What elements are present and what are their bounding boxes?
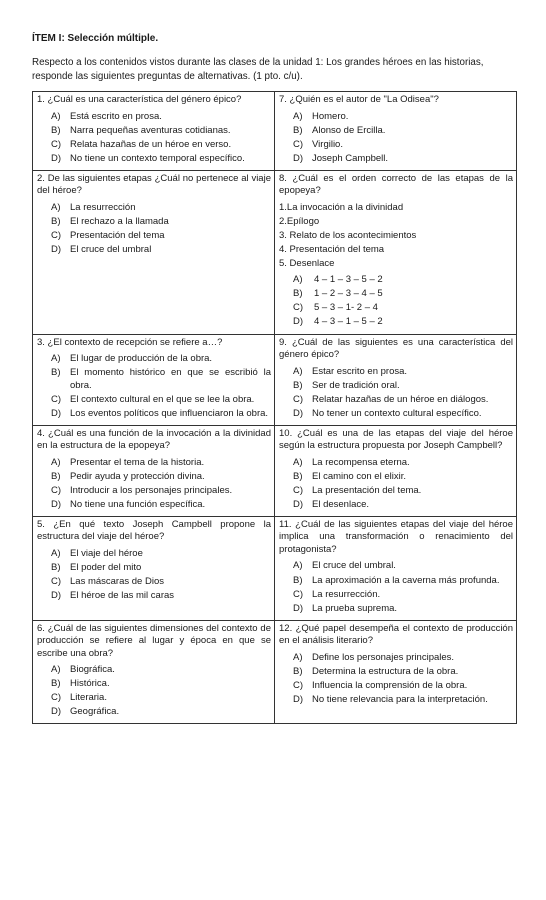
sequence-item: 5. Desenlace: [279, 257, 335, 269]
option-text: Presentación del tema: [70, 229, 165, 241]
answer-option[interactable]: [37, 394, 271, 407]
option-text: Joseph Campbell.: [312, 152, 389, 164]
answer-option[interactable]: [37, 353, 271, 366]
options-list: [279, 111, 513, 166]
option-text: Pedir ayuda y protección divina.: [70, 470, 205, 482]
option-letter: D): [293, 498, 304, 510]
question-text: 6. ¿Cuál de las siguientes dimensiones del contexto de producción se refiere al lugar y época en que se escribe una obra?: [37, 622, 271, 659]
option-text: 4 – 1 – 3 – 5 – 2: [314, 274, 383, 286]
answer-option[interactable]: [279, 652, 513, 665]
option-text: Está escrito en prosa.: [70, 110, 162, 122]
option-text: Introducir a los personajes principales.: [70, 484, 233, 496]
option-text: Narra pequeñas aventuras cotidianas.: [70, 124, 231, 136]
question-cell: [275, 620, 517, 724]
question-cell: [33, 620, 275, 724]
option-text: El rechazo a la llamada: [70, 215, 169, 227]
answer-option[interactable]: [37, 457, 271, 470]
question-text: 9. ¿Cuál de las siguientes es una característica del género épico?: [279, 336, 513, 361]
option-text: 4 – 3 – 1 – 5 – 2: [314, 316, 383, 328]
answer-option[interactable]: [37, 664, 271, 677]
option-letter: C): [51, 484, 62, 496]
option-letter: D): [293, 407, 304, 419]
question-row: [33, 334, 517, 425]
option-text: Determina la estructura de la obra.: [312, 665, 459, 677]
question-cell: [275, 334, 517, 425]
option-text: Estar escrito en prosa.: [312, 365, 408, 377]
option-text: Las máscaras de Dios: [70, 576, 164, 587]
option-letter: C): [51, 692, 62, 704]
option-letter: C): [293, 679, 304, 691]
option-letter: A): [293, 110, 303, 122]
answer-option[interactable]: [37, 590, 271, 603]
option-text: El poder del mito: [70, 561, 142, 573]
option-text: Relatar hazañas de un héroe en diálogos.: [312, 393, 489, 405]
answer-option[interactable]: [37, 485, 271, 498]
option-letter: B): [293, 379, 303, 391]
option-text: Geográfica.: [70, 706, 120, 718]
options-list: [279, 457, 513, 512]
question-text: 7. ¿Quién es el autor de "La Odisea"?: [279, 94, 439, 105]
option-letter: B): [293, 665, 303, 677]
options-list: [279, 274, 513, 329]
question-row: [33, 170, 517, 334]
answer-option[interactable]: [37, 202, 271, 215]
option-letter: D): [293, 602, 304, 614]
option-text: Homero.: [312, 110, 349, 122]
option-letter: A): [51, 110, 61, 122]
option-letter: D): [293, 152, 304, 164]
question-text: 8. ¿Cuál es el orden correcto de las etapas de la epopeya?: [279, 172, 513, 197]
question-text: 4. ¿Cuál es una función de la invocación a la divinidad en la estructura de la epopeya?: [37, 427, 271, 452]
answer-option[interactable]: [293, 316, 513, 329]
option-text: El cruce del umbral: [70, 243, 152, 255]
option-letter: B): [51, 215, 61, 227]
option-text: El héroe de las mil caras: [70, 590, 175, 602]
option-text: El contexto cultural en el que se lee la obra.: [70, 393, 255, 405]
option-letter: D): [51, 498, 62, 510]
option-letter: C): [51, 138, 62, 150]
option-text: Relata hazañas de un héroe en verso.: [70, 138, 232, 150]
options-list: [279, 366, 513, 421]
answer-option[interactable]: [37, 692, 271, 705]
option-letter: D): [51, 243, 62, 255]
answer-option[interactable]: [279, 499, 513, 512]
answer-option[interactable]: [279, 560, 513, 573]
question-text: 12. ¿Qué papel desempeña el contexto de producción en el análisis literario?: [279, 622, 513, 647]
option-text: La prueba suprema.: [312, 602, 398, 614]
option-letter: A): [51, 664, 61, 676]
answer-option[interactable]: [37, 216, 271, 229]
options-list: [37, 111, 271, 166]
option-letter: B): [293, 574, 303, 586]
options-list: [37, 353, 271, 420]
answer-option[interactable]: [37, 471, 271, 484]
question-text: 11. ¿Cuál de las siguientes etapas del viaje del héroe implica una transformación o renacimiento del protagonista?: [279, 518, 513, 555]
sequence-item: 2.Epílogo: [279, 215, 320, 227]
options-list: [37, 548, 271, 603]
option-letter: D): [293, 316, 304, 328]
option-letter: A): [293, 560, 303, 572]
answer-option[interactable]: [293, 302, 513, 315]
question-cell: [275, 516, 517, 620]
option-text: La aproximación a la caverna más profunda.: [312, 574, 500, 586]
answer-option[interactable]: [293, 274, 513, 287]
option-letter: C): [51, 229, 62, 241]
option-text: No tener un contexto cultural específico.: [312, 407, 482, 419]
answer-option[interactable]: [293, 288, 513, 301]
option-text: Literaria.: [70, 692, 107, 704]
option-letter: A): [51, 456, 61, 468]
instructions-paragraph: Respecto a los contenidos vistos durante las clases de la unidad 1: Los grandes héroes en las historias, responde las siguientes preguntas de alternativas. (1 pto. c/u).: [32, 57, 484, 83]
option-letter: B): [51, 367, 61, 379]
option-letter: C): [293, 393, 304, 405]
options-list: [279, 560, 513, 615]
options-list: [279, 652, 513, 707]
sequence-item: 1.La invocación a la divinidad: [279, 201, 404, 213]
sequence-item: 3. Relato de los acontecimientos: [279, 229, 417, 241]
question-cell: [33, 92, 275, 171]
option-letter: C): [51, 576, 62, 587]
option-text: Define los personajes principales.: [312, 651, 455, 663]
answer-option[interactable]: [37, 139, 271, 152]
option-text: El viaje del héroe: [70, 547, 143, 559]
question-row: [33, 516, 517, 620]
answer-option[interactable]: [279, 139, 513, 152]
option-text: 5 – 3 – 1- 2 – 4: [314, 302, 378, 314]
answer-option[interactable]: [37, 111, 271, 124]
option-letter: A): [293, 365, 303, 377]
answer-option[interactable]: [279, 666, 513, 679]
option-letter: B): [293, 288, 303, 300]
option-text: Los eventos políticos que influenciaron la obra.: [70, 407, 269, 419]
option-text: No tiene una función específica.: [70, 498, 206, 510]
question-cell: [33, 170, 275, 334]
answer-option[interactable]: [279, 457, 513, 470]
option-text: No tiene relevancia para la interpretación.: [312, 693, 488, 705]
answer-option[interactable]: [37, 125, 271, 138]
option-text: El desenlace.: [312, 498, 370, 510]
option-letter: A): [293, 456, 303, 468]
answer-option[interactable]: [279, 680, 513, 693]
question-row: [33, 92, 517, 171]
option-letter: C): [293, 302, 304, 314]
answer-option[interactable]: [279, 153, 513, 166]
answer-option[interactable]: [279, 575, 513, 588]
answer-option[interactable]: [279, 694, 513, 707]
option-text: El camino con el elixir.: [312, 470, 406, 482]
question-text: 1. ¿Cuál es una característica del género épico?: [37, 94, 242, 105]
options-list: [37, 457, 271, 512]
question-cell: [275, 425, 517, 516]
question-row: [33, 425, 517, 516]
question-cell: [33, 425, 275, 516]
answer-option[interactable]: [37, 706, 271, 719]
question-text: 3. ¿El contexto de recepción se refiere a…?: [37, 336, 223, 348]
option-text: Alonso de Ercilla.: [312, 124, 386, 136]
answer-option[interactable]: [279, 380, 513, 393]
options-list: [37, 664, 271, 719]
option-text: 1 – 2 – 3 – 4 – 5: [314, 288, 383, 300]
option-text: La resurrección: [70, 201, 136, 213]
answer-option[interactable]: [279, 485, 513, 498]
question-text: 2. De las siguientes etapas ¿Cuál no pertenece al viaje del héroe?: [37, 172, 271, 197]
option-letter: B): [51, 124, 61, 136]
option-text: El cruce del umbral.: [312, 560, 396, 572]
option-text: La recompensa eterna.: [312, 456, 410, 468]
option-text: Histórica.: [70, 678, 110, 690]
answer-option[interactable]: [279, 111, 513, 124]
question-text: 5. ¿En qué texto Joseph Campbell propone la estructura del viaje del héroe?: [37, 518, 271, 543]
answer-option[interactable]: [279, 408, 513, 421]
option-text: No tiene un contexto temporal específico.: [70, 152, 245, 164]
question-row: [33, 620, 517, 724]
option-text: La resurrección.: [312, 588, 381, 600]
answer-option[interactable]: [37, 230, 271, 243]
answer-option[interactable]: [279, 366, 513, 379]
option-letter: D): [51, 706, 62, 718]
question-cell: [275, 92, 517, 171]
answer-option[interactable]: [37, 576, 271, 589]
option-letter: A): [293, 651, 303, 663]
option-text: Influencia la comprensión de la obra.: [312, 679, 468, 691]
answer-option[interactable]: [37, 548, 271, 561]
option-letter: B): [293, 124, 303, 136]
option-text: Ser de tradición oral.: [312, 379, 400, 391]
answer-option[interactable]: [37, 367, 271, 392]
options-list: [37, 202, 271, 257]
question-text: 10. ¿Cuál es una de las etapas del viaje del héroe según la estructura propuesta por Joseph Campbell?: [279, 427, 513, 452]
answer-option[interactable]: [37, 678, 271, 691]
option-letter: C): [293, 484, 304, 496]
answer-option[interactable]: [37, 562, 271, 575]
option-letter: A): [51, 201, 61, 213]
question-cell: [33, 334, 275, 425]
option-letter: D): [51, 407, 62, 419]
option-letter: B): [51, 470, 61, 482]
option-text: Virgilio.: [312, 138, 343, 150]
option-letter: C): [293, 588, 304, 600]
answer-option[interactable]: [279, 589, 513, 602]
option-letter: D): [51, 152, 62, 164]
section-heading: ÍTEM I: Selección múltiple.: [32, 33, 159, 44]
sequence-item: 4. Presentación del tema: [279, 243, 385, 255]
answer-option[interactable]: [37, 244, 271, 257]
questions-table: [32, 91, 517, 724]
option-letter: D): [51, 590, 62, 602]
option-letter: C): [293, 138, 304, 150]
option-letter: A): [51, 547, 61, 559]
option-text: Presentar el tema de la historia.: [70, 456, 205, 468]
answer-option[interactable]: [279, 125, 513, 138]
answer-option[interactable]: [279, 394, 513, 407]
option-text: Biográfica.: [70, 664, 115, 676]
option-letter: D): [293, 693, 304, 705]
answer-option[interactable]: [37, 408, 271, 421]
option-letter: B): [51, 678, 61, 690]
option-letter: C): [51, 393, 62, 405]
option-letter: B): [51, 561, 61, 573]
answer-option[interactable]: [37, 499, 271, 512]
option-letter: A): [51, 353, 61, 365]
answer-option[interactable]: [279, 471, 513, 484]
option-text: El momento histórico en que se escribió la obra.: [70, 367, 271, 391]
option-text: El lugar de producción de la obra.: [70, 353, 213, 365]
option-letter: A): [293, 274, 303, 286]
answer-option[interactable]: [279, 603, 513, 616]
answer-option[interactable]: [37, 153, 271, 166]
question-cell: [33, 516, 275, 620]
option-text: La presentación del tema.: [312, 484, 422, 496]
question-cell: [275, 170, 517, 334]
option-letter: B): [293, 470, 303, 482]
